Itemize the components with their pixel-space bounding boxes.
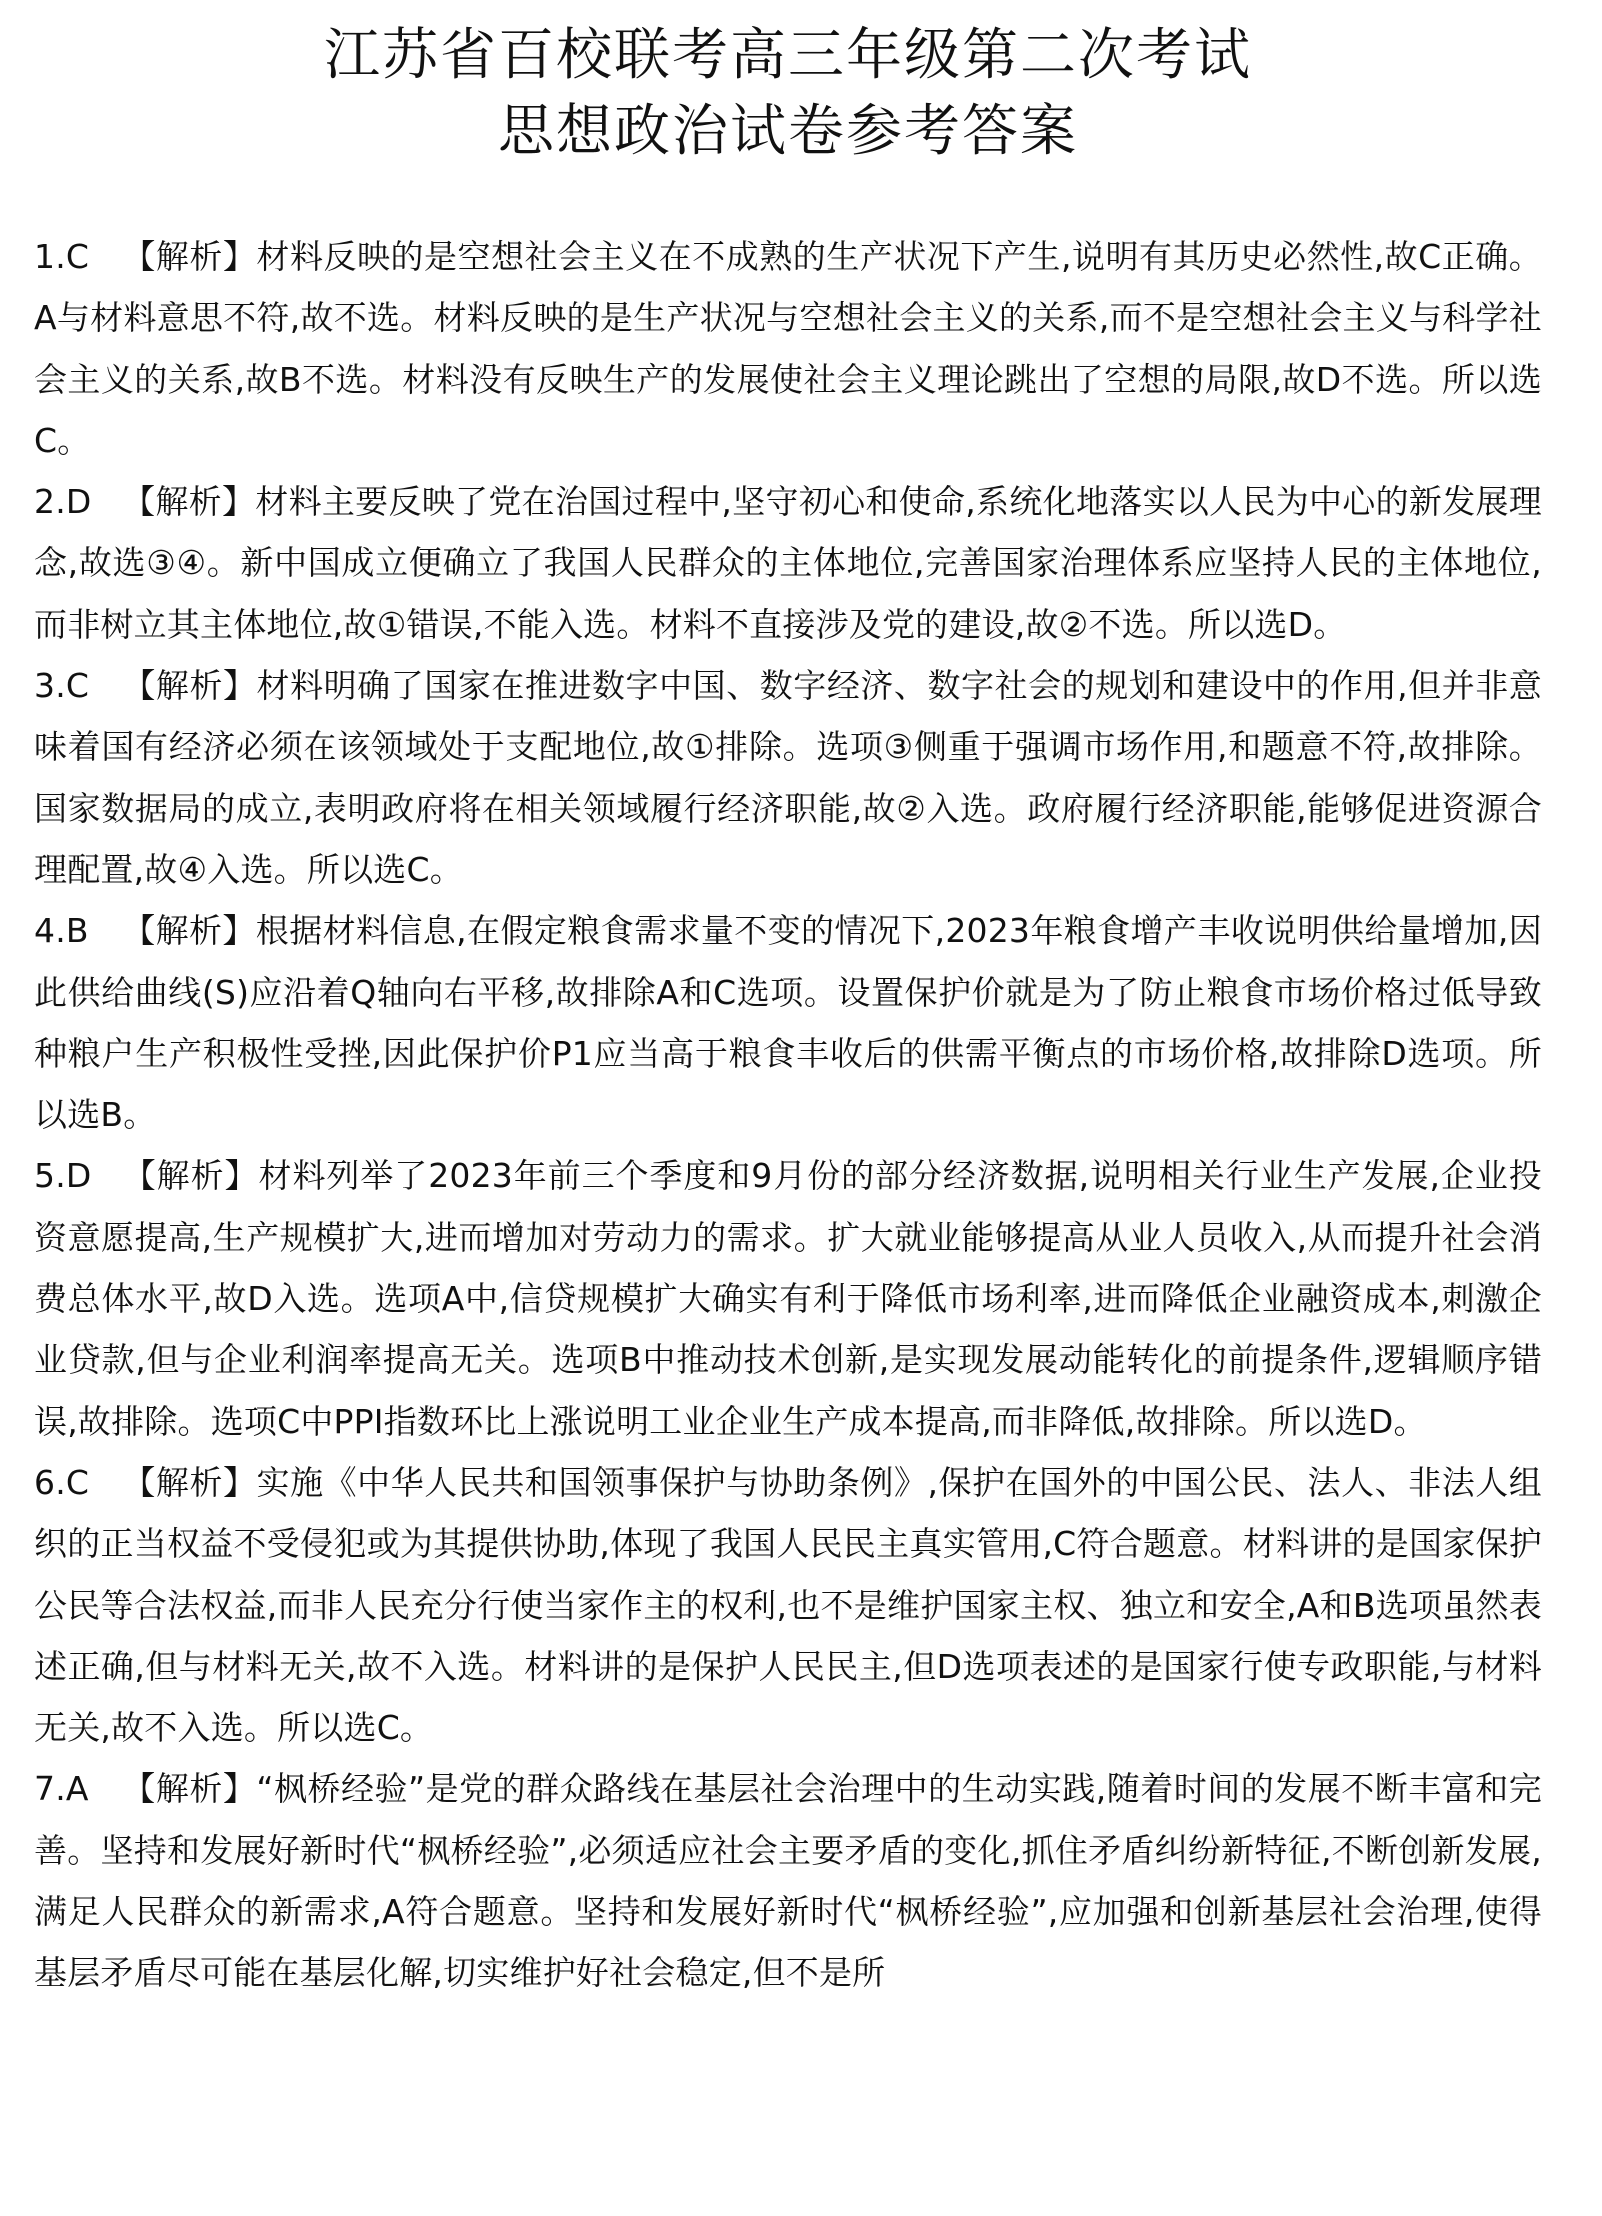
answer-item — [34, 655, 1542, 900]
analysis-text: “枫桥经验”是党的群众路线在基层社会治理中的生动实践,随着时间的发展不断丰富和完善。坚持和发展好新时代“枫桥经验”,必须适应社会主要矛盾的变化,抓住矛盾纠纷新特征,不断创新发展,满足人民群众的新需求,A符合题意。坚持和发展好新时代“枫桥经验”,应加强和创新基层社会治理,使得基层矛盾尽可能在基层化解,切实维护好社会稳定,但不是所 — [34, 1769, 1542, 1993]
title-line-2: 思想政治试卷参考答案 — [498, 99, 1078, 164]
answer-item — [34, 471, 1542, 655]
answer-list — [34, 226, 1542, 2004]
analysis-tag: 【解析】 — [122, 1462, 257, 1502]
question-number: 4.B — [34, 911, 89, 951]
question-number: 1.C — [34, 237, 90, 276]
document-title — [34, 0, 1542, 170]
answer-item — [34, 1145, 1542, 1451]
analysis-tag: 【解析】 — [122, 237, 257, 276]
answer-item — [34, 1452, 1542, 1758]
question-number: 2.D — [34, 482, 92, 522]
analysis-text: 材料明确了国家在推进数字中国、数字经济、数字社会的规划和建设中的作用,但并非意味着国有经济必须在该领域处于支配地位,故①排除。选项③侧重于强调市场作用,和题意不符,故排除。国家数据局的成立,表明政府将在相关领域履行经济职能,故②入选。政府履行经济职能,能够促进资源合理配置,故④入选。所以选C。 — [34, 666, 1542, 889]
answer-item — [34, 900, 1542, 1145]
question-number: 3.C — [34, 666, 90, 706]
analysis-tag: 【解析】 — [122, 666, 257, 706]
analysis-tag: 【解析】 — [122, 1156, 259, 1196]
question-number: 5.D — [34, 1156, 92, 1196]
analysis-text: 实施《中华人民共和国领事保护与协助条例》,保护在国外的中国公民、法人、非法人组织的正当权益不受侵犯或为其提供协助,体现了我国人民民主真实管用,C符合题意。材料讲的是国家保护公民等合法权益,而非人民充分行使当家作主的权利,也不是维护国家主权、独立和安全,A和B选项虽然表述正确,但与材料无关,故不入选。材料讲的是保护人民民主,但D选项表述的是国家行使专政职能,与材料无关,故不入选。所以选C。 — [34, 1462, 1542, 1748]
analysis-tag: 【解析】 — [122, 1769, 257, 1809]
question-number: 7.A — [34, 1769, 89, 1809]
analysis-text: 材料列举了2023年前三个季度和9月份的部分经济数据,说明相关行业生产发展,企业投资意愿提高,生产规模扩大,进而增加对劳动力的需求。扩大就业能够提高从业人员收入,从而提升社会消费总体水平,故D入选。选项A中,信贷规模扩大确实有利于降低市场利率,进而降低企业融资成本,刺激企业贷款,但与企业利润率提高无关。选项B中推动技术创新,是实现发展动能转化的前提条件,逻辑顺序错误,故排除。选项C中PPI指数环比上涨说明工业企业生产成本提高,而非降低,故排除。所以选D。 — [34, 1156, 1542, 1441]
analysis-tag: 【解析】 — [122, 482, 256, 522]
title-line-1: 江苏省百校联考高三年级第二次考试 — [324, 23, 1252, 88]
answer-item — [34, 226, 1542, 471]
analysis-text: 材料反映的是空想社会主义在不成熟的生产状况下产生,说明有其历史必然性,故C正确。A与材料意思不符,故不选。材料反映的是生产状况与空想社会主义的关系,而不是空想社会主义与科学社会主义的关系,故B不选。材料没有反映生产的发展使社会主义理论跳出了空想的局限,故D不选。所以选C。 — [34, 237, 1542, 460]
answer-item — [34, 1758, 1542, 2003]
question-number: 6.C — [34, 1462, 90, 1502]
analysis-text: 材料主要反映了党在治国过程中,坚守初心和使命,系统化地落实以人民为中心的新发展理念,故选③④。新中国成立便确立了我国人民群众的主体地位,完善国家治理体系应坚持人民的主体地位,而非树立其主体地位,故①错误,不能入选。材料不直接涉及党的建设,故②不选。所以选D。 — [34, 482, 1542, 644]
analysis-tag: 【解析】 — [122, 911, 256, 951]
analysis-text: 根据材料信息,在假定粮食需求量不变的情况下,2023年粮食增产丰收说明供给量增加,因此供给曲线(S)应沿着Q轴向右平移,故排除A和C选项。设置保护价就是为了防止粮食市场价格过低导致种粮户生产积极性受挫,因此保护价P1应当高于粮食丰收后的供需平衡点的市场价格,故排除D选项。所以选B。 — [34, 911, 1542, 1135]
